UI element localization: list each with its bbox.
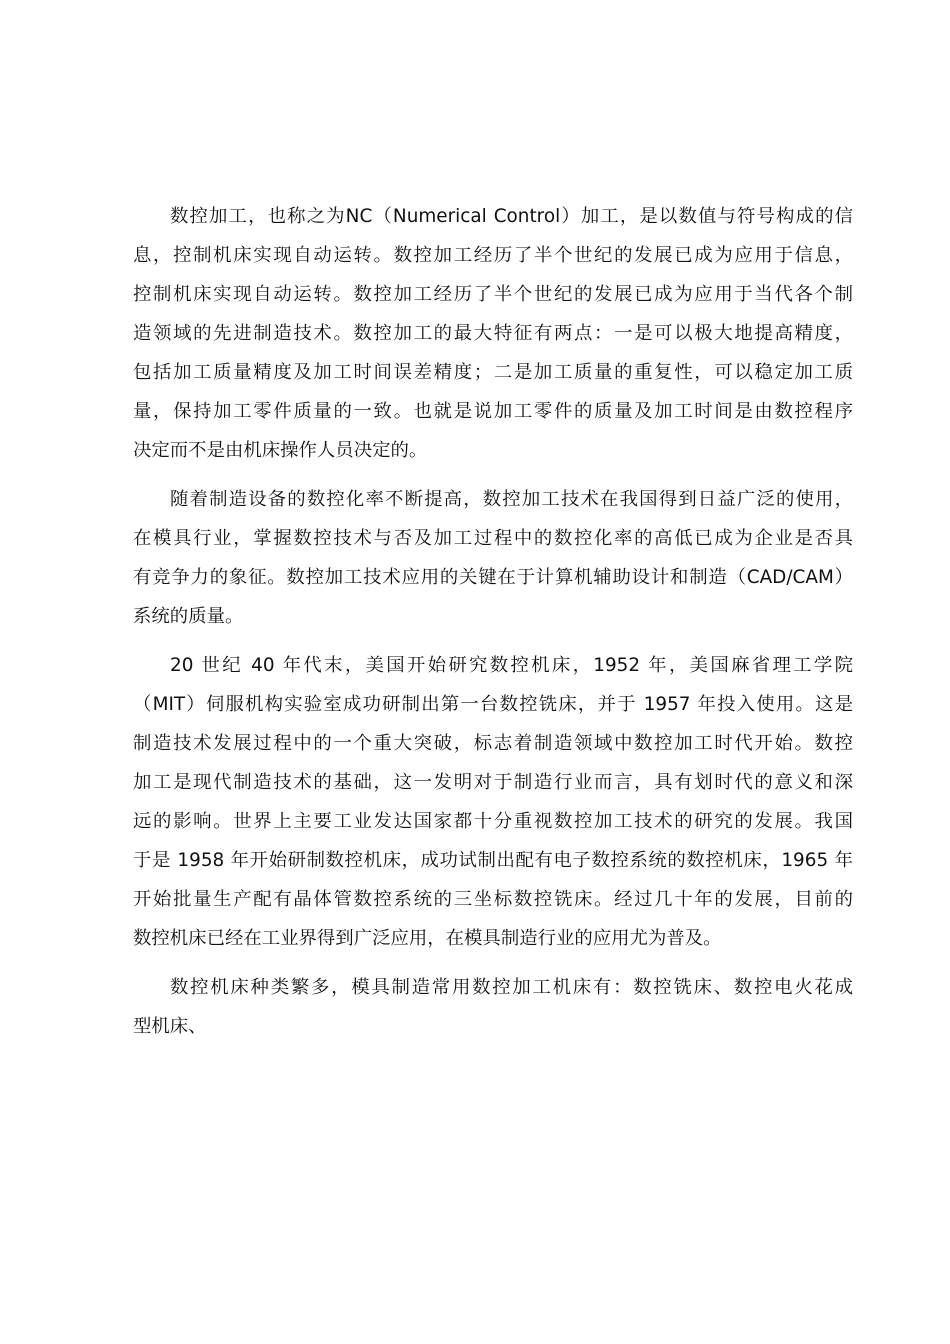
text-line: 包括加工质量精度及加工时间误差精度；二是加工质量的重复性，可以稳定加工质 <box>133 362 853 383</box>
text-line: 随着制造设备的数控化率不断提高，数控加工技术在我国得到日益广泛的使用， <box>170 489 853 510</box>
text-line: 数控加工，也称之为NC（Numerical Control）加工，是以数值与符号构成的信 <box>170 206 853 227</box>
text-line: 20 世纪 40 年代末，美国开始研究数控机床，1952 年，美国麻省理工学院 <box>170 655 853 676</box>
text-line: 控制机床实现自动运转。数控加工经历了半个世纪的发展已成为应用于当代各个制 <box>133 284 853 305</box>
text-line: 数控机床种类繁多，模具制造常用数控加工机床有：数控铣床、数控电火花成 <box>170 977 853 998</box>
text-line: 远的影响。世界上主要工业发达国家都十分重视数控加工技术的研究的发展。我国 <box>133 811 853 832</box>
paragraph-nc-machine-types <box>133 968 853 1046</box>
text-line: 量，保持加工零件质量的一致。也就是说加工零件的质量及加工时间是由数控程序 <box>133 401 853 422</box>
text-line: 制造技术发展过程中的一个重大突破，标志着制造领域中数控加工时代开始。数控 <box>133 733 853 754</box>
paragraph-nc-definition <box>133 197 853 470</box>
text-line: 决定而不是由机床操作人员决定的。 <box>133 440 428 461</box>
text-line: 有竞争力的象征。数控加工技术应用的关键在于计算机辅助设计和制造（CAD/CAM） <box>133 567 853 588</box>
paragraph-nc-adoption <box>133 480 853 636</box>
text-line: 造领域的先进制造技术。数控加工的最大特征有两点：一是可以极大地提高精度， <box>133 323 853 344</box>
text-line: 在模具行业，掌握数控技术与否及加工过程中的数控化率的高低已成为企业是否具 <box>133 528 853 549</box>
text-line: 于是 1958 年开始研制数控机床，成功试制出配有电子数控系统的数控机床，1965 年 <box>133 850 853 871</box>
text-line: 息，控制机床实现自动运转。数控加工经历了半个世纪的发展已成为应用于信息， <box>133 245 853 266</box>
text-line: 型机床、 <box>133 1016 207 1037</box>
paragraph-nc-history <box>133 646 853 958</box>
text-line: 开始批量生产配有晶体管数控系统的三坐标数控铣床。经过几十年的发展，目前的 <box>133 889 853 910</box>
document-body <box>133 197 853 1046</box>
text-line: 数控机床已经在工业界得到广泛应用，在模具制造行业的应用尤为普及。 <box>133 928 722 949</box>
text-line: 加工是现代制造技术的基础，这一发明对于制造行业而言，具有划时代的意义和深 <box>133 772 853 793</box>
text-line: （MIT）伺服机构实验室成功研制出第一台数控铣床，并于 1957 年投入使用。这是 <box>133 694 853 715</box>
text-line: 系统的质量。 <box>133 606 244 627</box>
